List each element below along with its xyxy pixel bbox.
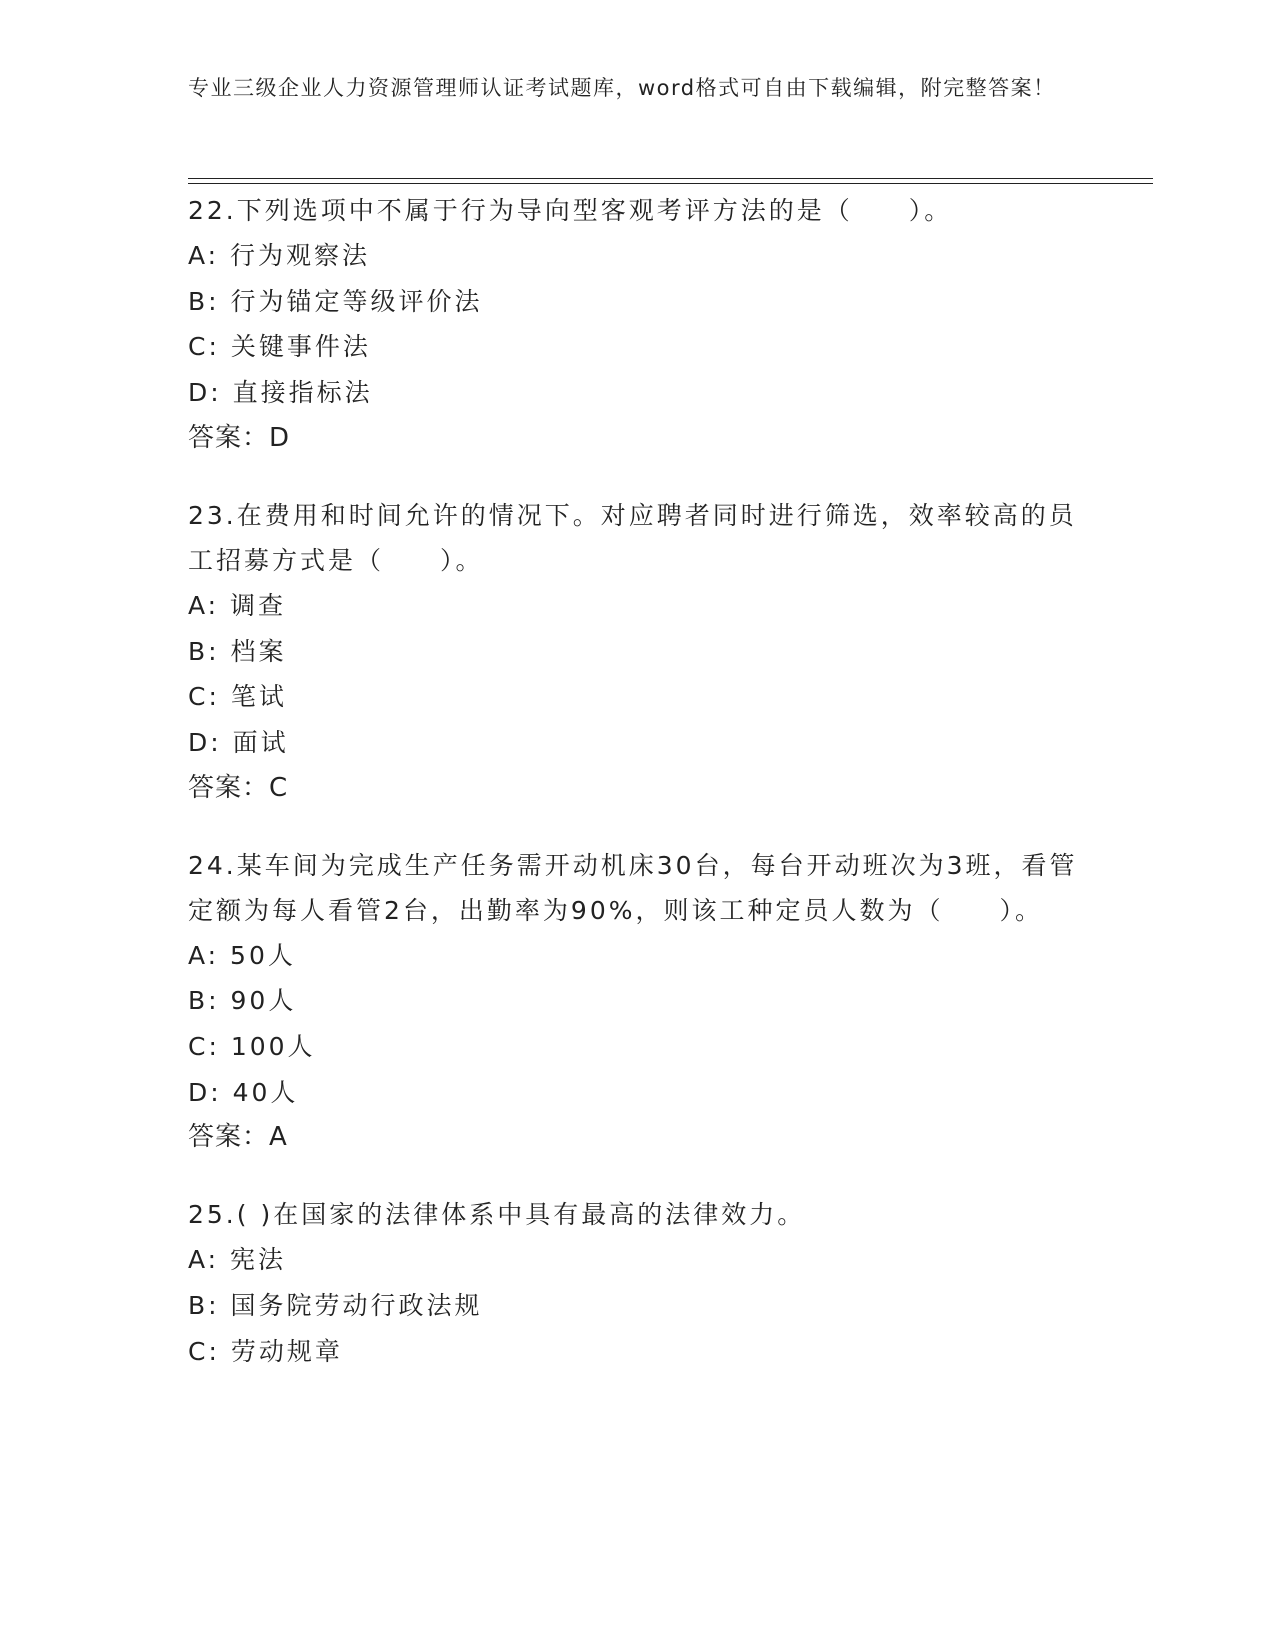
- question-text: 25.( )在国家的法律体系中具有最高的法律效力。: [188, 1200, 806, 1230]
- option-b: B: 档案: [188, 636, 287, 666]
- option-a: A: 行为观察法: [188, 241, 371, 270]
- question-24: [188, 843, 1088, 1161]
- option-a: A: 调查: [188, 590, 287, 620]
- document-header: 专业三级企业人力资源管理师认证考试题库，word格式可自由下载编辑，附完整答案！: [188, 76, 1056, 100]
- question-22: [188, 188, 1088, 461]
- option-c: C: 劳动规章: [188, 1336, 343, 1366]
- question-list: [188, 188, 1088, 1407]
- option-c: C: 100人: [188, 1032, 316, 1062]
- header-divider-bottom: [188, 183, 1153, 184]
- option-b: B: 行为锚定等级评价法: [188, 286, 483, 316]
- option-d: D: 直接指标法: [188, 378, 373, 408]
- option-b: B: 90人: [188, 986, 297, 1016]
- option-a: A: 50人: [188, 940, 296, 970]
- option-d: D: 面试: [188, 727, 289, 757]
- option-c: C: 关键事件法: [188, 332, 371, 362]
- option-b: B: 国务院劳动行政法规: [188, 1291, 483, 1321]
- question-text: 24.某车间为完成生产任务需开动机床30台，每台开动班次为3班，看管定额为每人看管2台，出勤率为90%，则该工种定员人数为（ ）。: [188, 850, 1078, 925]
- header-divider-top: [188, 178, 1153, 179]
- answer: 答案：D: [188, 422, 291, 453]
- answer: 答案：A: [188, 1122, 288, 1153]
- question-23: [188, 493, 1088, 811]
- option-a: A: 宪法: [188, 1245, 287, 1275]
- question-text: 22.下列选项中不属于行为导向型客观考评方法的是（ ）。: [188, 196, 953, 225]
- answer: 答案：C: [188, 772, 289, 803]
- option-c: C: 笔试: [188, 682, 287, 712]
- question-text: 23.在费用和时间允许的情况下。对应聘者同时进行筛选，效率较高的员工招募方式是（ ）。: [188, 500, 1077, 575]
- option-d: D: 40人: [188, 1077, 299, 1107]
- question-25: [188, 1192, 1088, 1374]
